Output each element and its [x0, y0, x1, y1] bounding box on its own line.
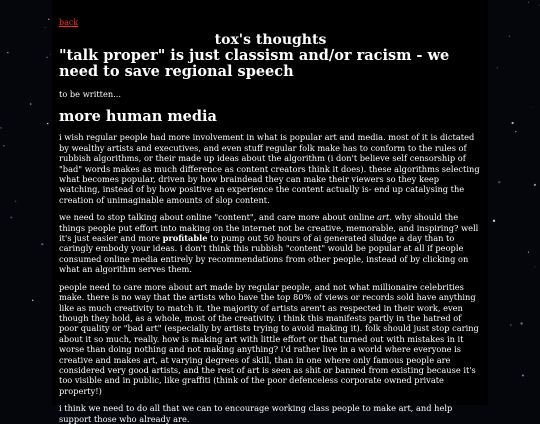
star-dot	[510, 324, 511, 325]
star-dot	[534, 266, 535, 267]
paragraph-2	[59, 212, 482, 274]
star-dot	[493, 220, 495, 222]
back-link[interactable]: back	[59, 18, 79, 27]
star-dot	[515, 131, 516, 132]
star-dot	[41, 243, 43, 245]
paragraph-2-part-c: to pump out 50 hours of ai generated sludge a day than to caringly embody your ideas. i don't think this rubbish "content" would be popular at all if people consumed online media entirely by recommendations from other people, instead of by clicking on what an algorithm serves them.	[59, 233, 469, 275]
site-title: tox's thoughts	[214, 32, 327, 48]
star-dot	[539, 5, 540, 6]
star-dot	[46, 57, 47, 58]
star-dot	[512, 122, 514, 124]
star-dot	[30, 103, 32, 105]
paragraph-4: i think we need to do all that we can to encourage working class people to make art, and help support those who already are.	[59, 403, 453, 424]
paragraph-2-part-a: we need to stop talking about online "content", and care more about online	[59, 212, 378, 223]
section-heading-more-human-media: more human media	[59, 108, 217, 126]
section-heading-talk-proper: "talk proper" is just classism and/or racism - we need to save regional speech	[59, 47, 450, 80]
star-dot	[50, 54, 51, 55]
paragraph-1: i wish regular people had more involvement in what is popular art and media. most of it is dictated by wealthy artists and executives, and even stuff regular folk make has to conform to the rules of rubbish algorithms, or their made up ideas about the algorithm (i don't believe self censorship of "bad" words makes as much difference as content creators think it does). these algorithms selecting what becomes popular, driven by how braindead they can make their viewers so they keep watching, instead of by how positive an experience the content actually is- end up catalysing the creation of unimaginable amounts of slop content.	[59, 132, 480, 205]
star-dot	[528, 252, 529, 253]
paragraph-2-part-b: . why should the things people put effort into making on the internet not be creative, memorable, and inspiring? well it's just easier and more	[59, 212, 479, 244]
star-dot	[32, 300, 33, 301]
paragraph-2-emphasis: art	[377, 212, 390, 223]
star-dot	[528, 2, 529, 3]
star-dot	[522, 374, 524, 376]
star-dot	[531, 107, 532, 108]
star-dot	[498, 181, 500, 183]
section-placeholder-text: to be written...	[59, 89, 122, 99]
star-dot	[520, 322, 522, 324]
star-dot	[7, 52, 8, 53]
star-dot	[15, 201, 16, 202]
content-panel	[52, 0, 488, 424]
star-dot	[47, 123, 48, 124]
paragraph-3: people need to care more about art made by regular people, and not what millionaire celebrities make. there is no way that the artists who have the top 80% of views or records sold have anything like as much creativity to match it. the majority of artists aren't as respected in their work, even though they hold, as a whole, most of the creativity. i think this manifests partly in the hatred of poor quality or "bad art" (especially by artists trying to avoid making it). folk should just stop caring about it so much, really. how is making art with little effort or that turned out with mistakes in it worse than doing nothing and not making anything? i'd rather live in a world where everyone is creative and makes art, at varying degrees of skill, than in one where only famous people are considered very good artists, and the rest of art is seen as shit or banned from existing because it's too visible and in public, like graffiti (think of the poor defenceless corporate owned private property!)	[59, 281, 479, 396]
star-dot	[497, 67, 498, 68]
star-dot	[0, 127, 1, 128]
star-dot	[44, 27, 45, 28]
star-dot	[509, 36, 510, 37]
paragraph-2-strong: profitable	[162, 233, 208, 244]
star-dot	[48, 19, 49, 20]
star-dot	[10, 216, 12, 218]
star-dot	[534, 184, 536, 186]
star-dot	[3, 145, 5, 147]
